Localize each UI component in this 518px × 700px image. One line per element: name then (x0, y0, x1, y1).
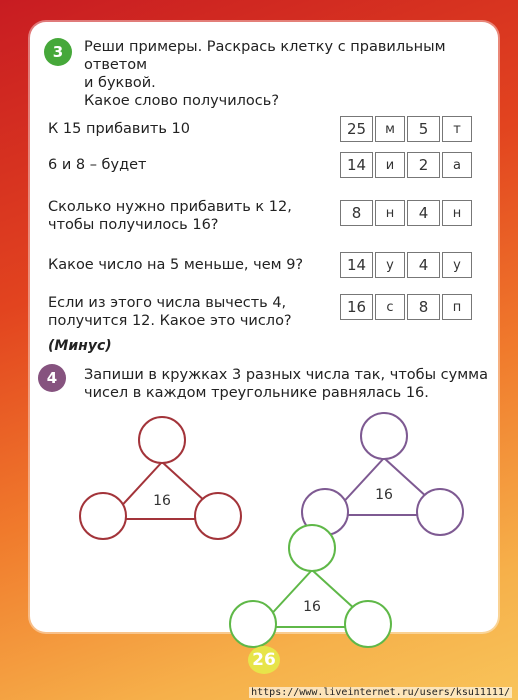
answer-cell[interactable]: у (442, 252, 472, 278)
answer-cell[interactable]: 5 (407, 116, 440, 142)
task4-instruction-line1: Запиши в кружках 3 разных числа так, чтобы сумма (84, 367, 488, 383)
question-text: Если из этого числа вычесть 4, (48, 295, 287, 311)
task4-instruction (84, 366, 488, 402)
answer-cell[interactable]: т (442, 116, 472, 142)
answer-cell[interactable]: у (375, 252, 405, 278)
answer-cell[interactable]: а (442, 152, 472, 178)
question-text: Какое число на 5 меньше, чем 9? (48, 257, 304, 273)
answer-cell[interactable]: и (375, 152, 405, 178)
answer-cell[interactable]: 2 (407, 152, 440, 178)
question-row-5 (48, 294, 292, 330)
number-circle[interactable] (80, 493, 126, 539)
number-circle[interactable] (345, 601, 391, 647)
answer-cell[interactable]: 14 (340, 252, 373, 278)
answer-cell[interactable]: 4 (407, 252, 440, 278)
number-circle[interactable] (139, 417, 185, 463)
question-text: Сколько нужно прибавить к 12, (48, 199, 292, 215)
question-row-3 (48, 198, 292, 234)
task-number-badge-4: 4 (38, 364, 66, 392)
answer-word: (Минус) (48, 338, 112, 354)
question-row-4 (48, 256, 303, 274)
answer-cells-row-1 (340, 116, 474, 142)
answer-cell[interactable]: м (375, 116, 405, 142)
task3-instruction-line1: Реши примеры. Раскрась клетку с правильным ответом (84, 39, 446, 73)
question-text: чтобы получилось 16? (48, 217, 219, 233)
task-number-badge-3: 3 (44, 38, 72, 66)
question-row-1 (48, 120, 190, 138)
worksheet-card (30, 22, 498, 632)
answer-cell[interactable]: с (375, 294, 405, 320)
answer-cells-row-2 (340, 152, 474, 178)
answer-cell[interactable]: н (375, 200, 405, 226)
task4-instruction-line2: чисел в каждом треугольнике равнялась 16. (84, 385, 429, 401)
answer-cell[interactable]: 8 (340, 200, 373, 226)
number-circle[interactable] (289, 525, 335, 571)
number-circle[interactable] (230, 601, 276, 647)
answer-cell[interactable]: 4 (407, 200, 440, 226)
triangle-diagram-2 (300, 410, 466, 536)
answer-cell[interactable]: 25 (340, 116, 373, 142)
question-text: получится 12. Какое это число? (48, 313, 292, 329)
triangle-diagram-3 (228, 522, 394, 648)
question-row-2 (48, 156, 146, 174)
footer-url: https://www.liveinternet.ru/users/ksu11111/ (251, 687, 510, 698)
answer-cell[interactable]: 8 (407, 294, 440, 320)
task3-instruction-line2: и буквой. (84, 75, 156, 91)
triangle-sum: 16 (375, 487, 393, 503)
question-text: К 15 прибавить 10 (48, 121, 190, 137)
answer-cell[interactable]: 16 (340, 294, 373, 320)
task3-instruction (84, 38, 498, 110)
task3-instruction-line3: Какое слово получилось? (84, 93, 280, 109)
triangle-sum: 16 (303, 599, 321, 615)
number-circle[interactable] (417, 489, 463, 535)
triangle-sum: 16 (153, 493, 171, 509)
answer-cell[interactable]: 14 (340, 152, 373, 178)
question-text: 6 и 8 – будет (48, 157, 147, 173)
page-number: 26 (248, 646, 280, 674)
answer-cells-row-5 (340, 294, 474, 320)
answer-cells-row-3 (340, 200, 474, 226)
triangle-diagram-1 (78, 414, 244, 540)
answer-cell[interactable]: н (442, 200, 472, 226)
number-circle[interactable] (361, 413, 407, 459)
answer-cell[interactable]: п (442, 294, 472, 320)
answer-cells-row-4 (340, 252, 474, 278)
